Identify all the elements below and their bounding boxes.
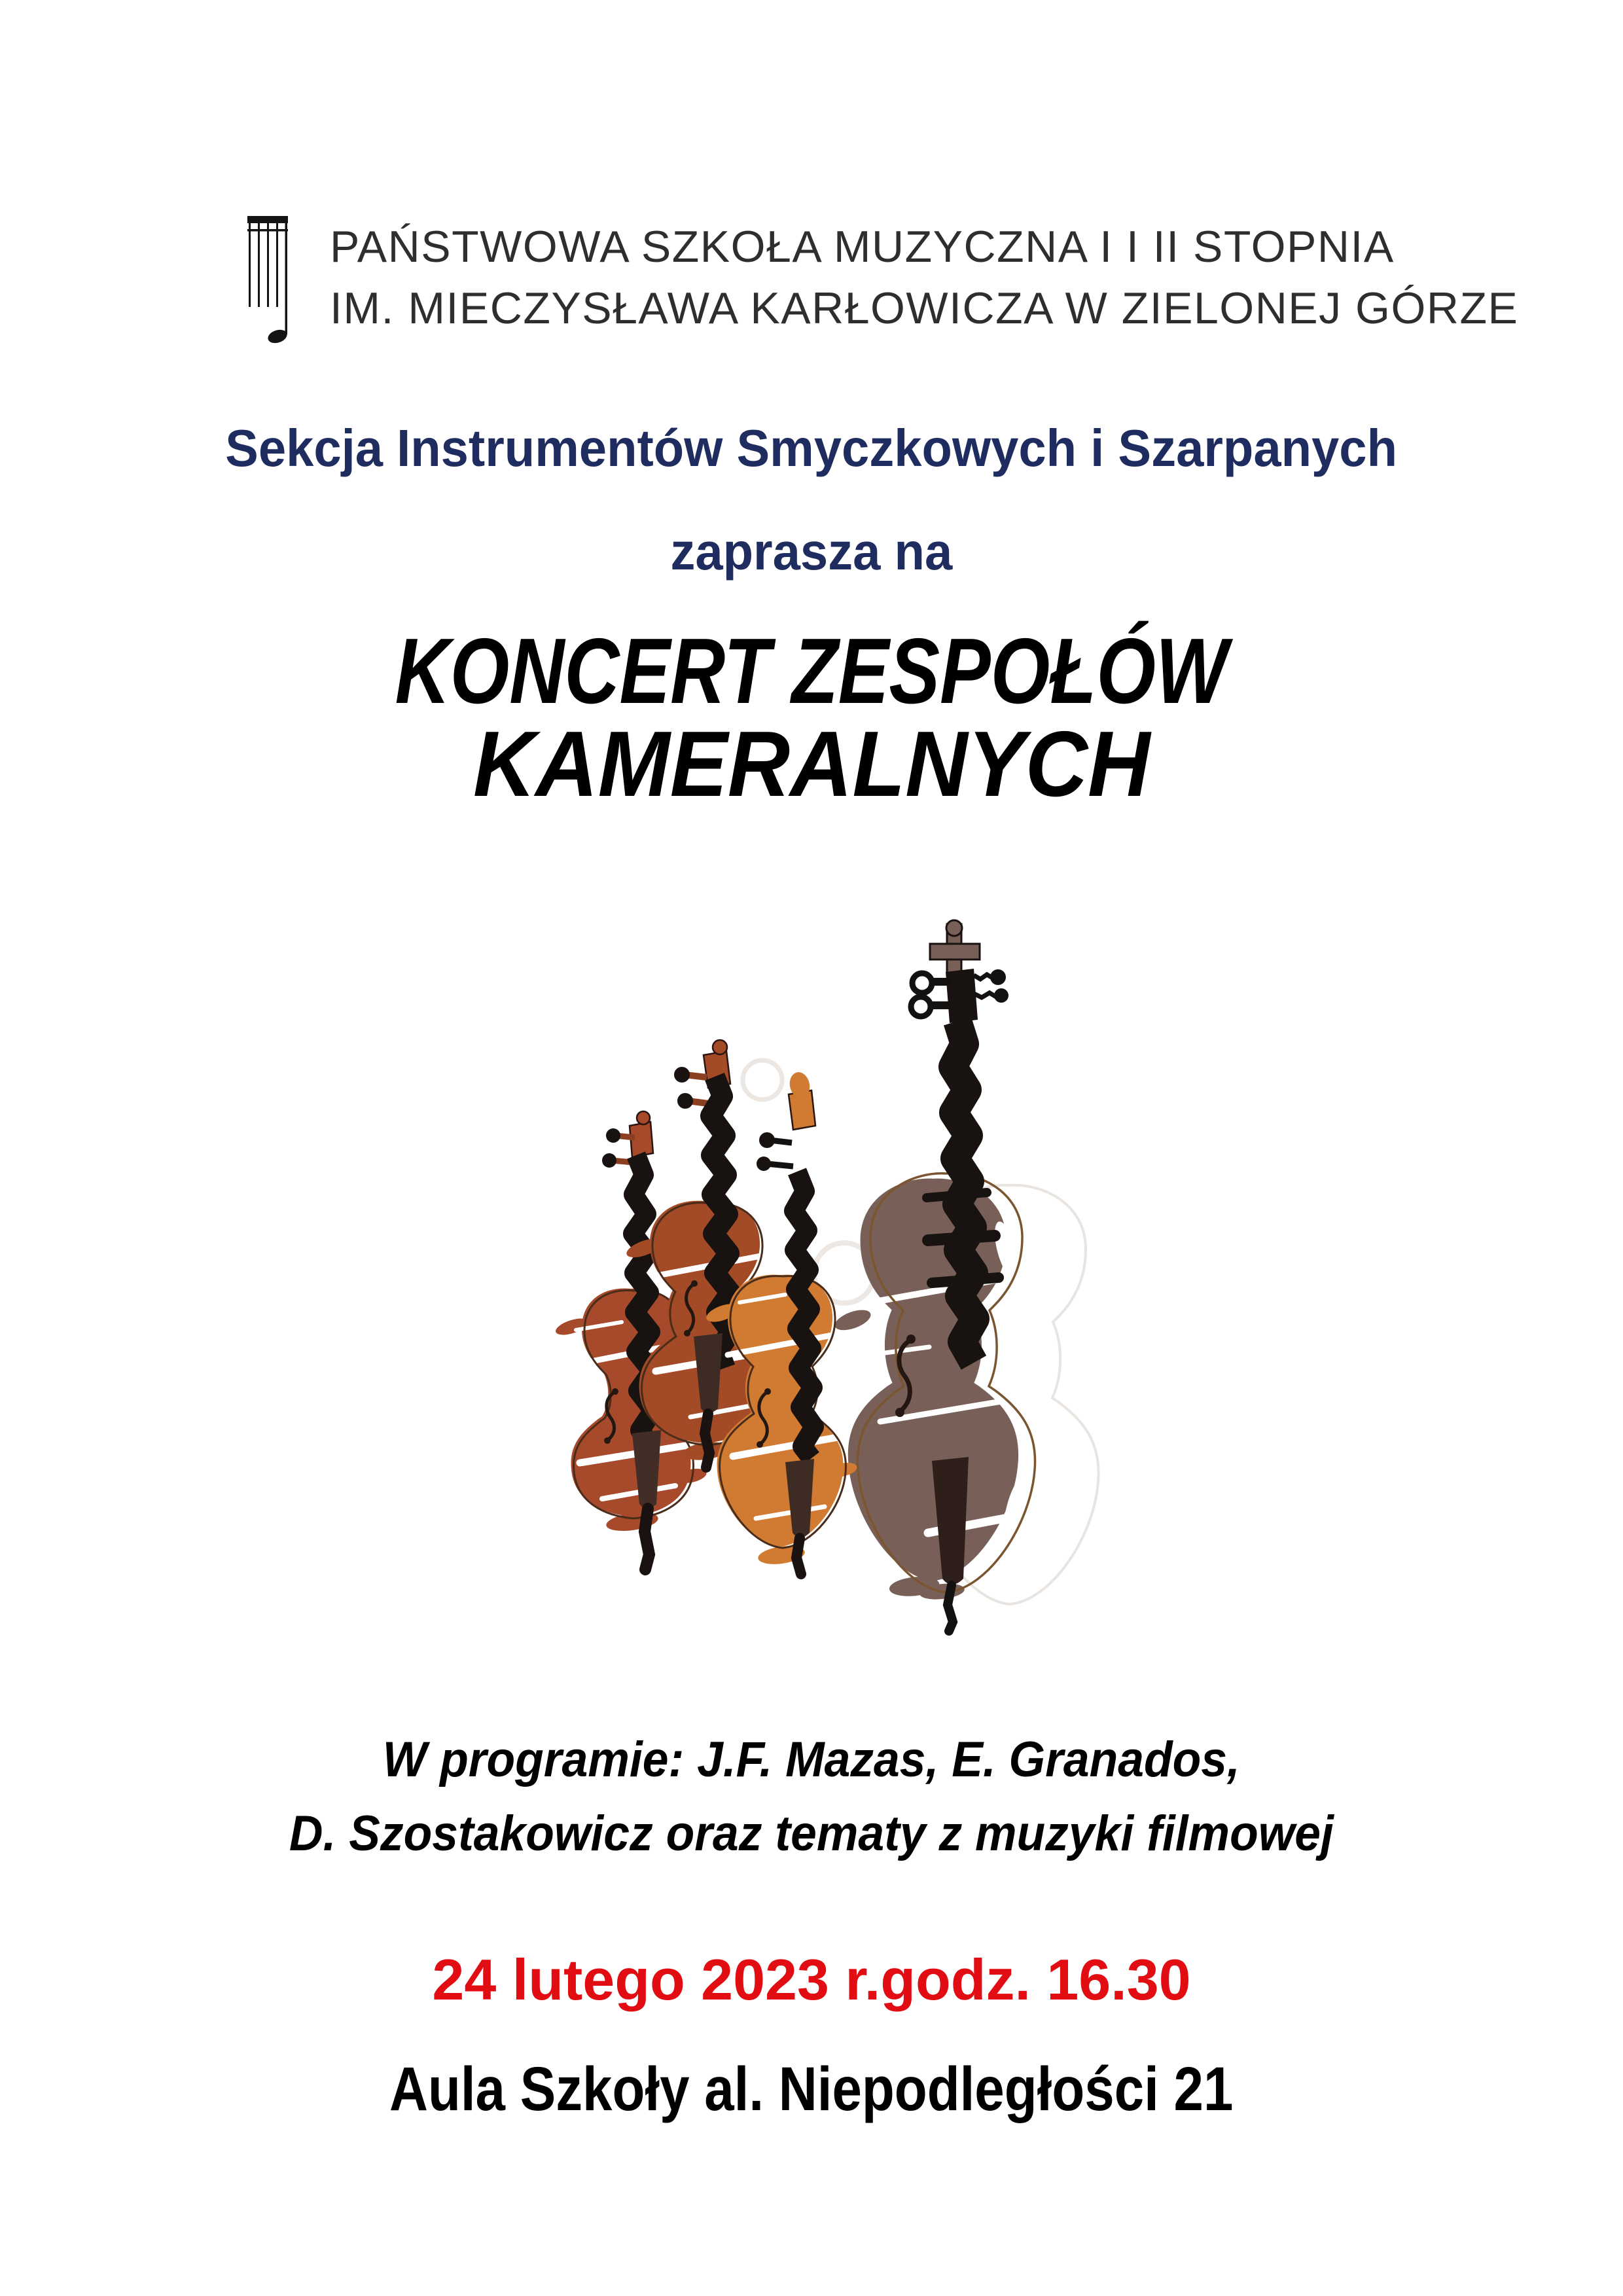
program-line2-text: D. Szostakowicz oraz tematy z muzyki filmowej (289, 1806, 1334, 1861)
event-datetime-text: 24 lutego 2023 r.godz. 16.30 (432, 1947, 1191, 2012)
school-name (330, 216, 1518, 339)
invite-line-text: zaprasza na (670, 522, 953, 581)
school-name-line2: IM. MIECZYSŁAWA KARŁOWICZA W ZIELONEJ GÓRZE (330, 283, 1519, 333)
music-note-icon (247, 216, 288, 344)
string-instruments-illustration (537, 910, 1126, 1643)
program-line2 (0, 1805, 1623, 1862)
school-name-line1: PAŃSTWOWA SZKOŁA MUZYCZNA I I II STOPNIA (330, 222, 1395, 272)
program-line1 (0, 1731, 1623, 1788)
poster-title-line1-text: KONCERT ZESPOŁÓW (395, 619, 1228, 723)
cello-sketch (832, 920, 1052, 1631)
school-header (247, 216, 1518, 344)
section-line (0, 418, 1623, 478)
event-venue (0, 2054, 1623, 2125)
viola-neck (794, 1172, 814, 1458)
poster-title-line2-text: KAMERALNYCH (473, 712, 1150, 816)
event-datetime (0, 1946, 1623, 2013)
program-line1-text: W programie: J.F. Mazas, E. Granados, (382, 1732, 1241, 1787)
poster-title-line2 (0, 711, 1623, 818)
event-venue-text: Aula Szkoły al. Niepodległości 21 (389, 2054, 1234, 2124)
section-line-text: Sekcja Instrumentów Smyczkowych i Szarpanych (225, 419, 1398, 477)
cello-scroll (930, 920, 980, 974)
poster-title-line1 (0, 618, 1623, 725)
invite-line (0, 522, 1623, 582)
violin-second-neck (711, 1077, 731, 1368)
